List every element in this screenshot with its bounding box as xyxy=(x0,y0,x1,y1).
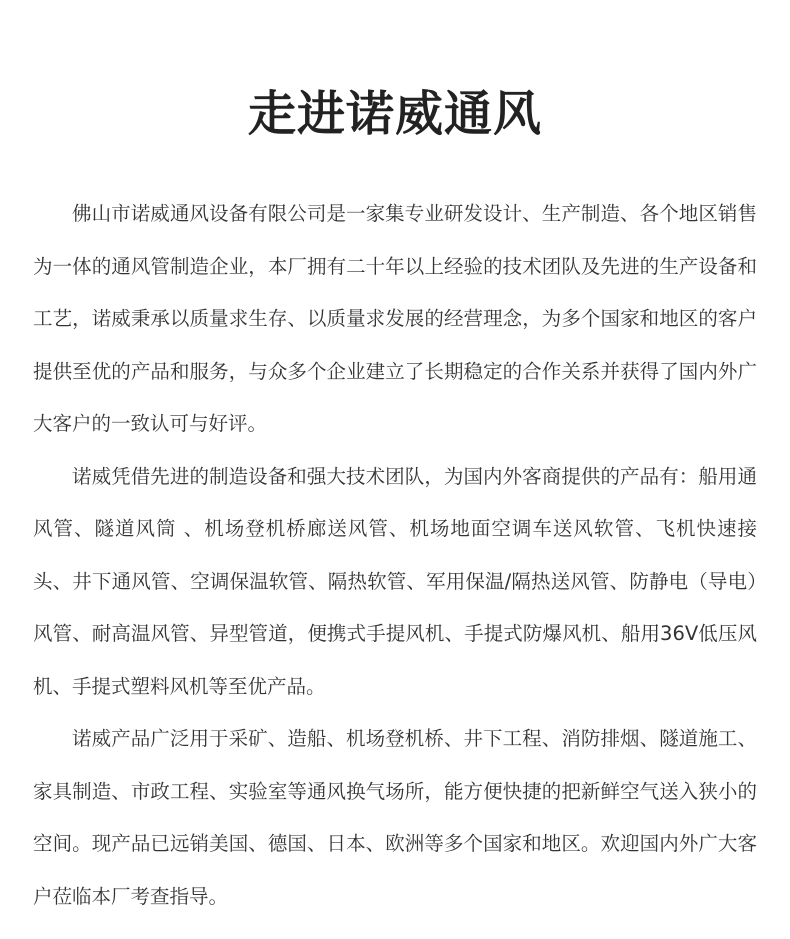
page-title: 走进诺威通风 xyxy=(247,86,542,142)
intro-content xyxy=(33,188,757,923)
intro-paragraph-company: 佛山市诺威通风设备有限公司是一家集专业研发设计、生产制造、各个地区销售为一体的通风管制造企业，本厂拥有二十年以上经验的技术团队及先进的生产设备和工艺，诺威秉承以质量求生存、以质量求发展的经营理念，为多个国家和地区的客户提供至优的产品和服务，与众多个企业建立了长期稳定的合作关系并获得了国内外广大客户的一致认可与好评。 xyxy=(33,202,757,435)
intro-paragraph-applications: 诺威产品广泛用于采矿、造船、机场登机桥、井下工程、消防排烟、隧道施工、家具制造、市政工程、实验室等通风换气场所，能方便快捷的把新鲜空气送入狭小的空间。现产品已远销美国、德国、日本、欧洲等多个国家和地区。欢迎国内外广大客户莅临本厂考查指导。 xyxy=(33,727,757,908)
intro-paragraph-products: 诺威凭借先进的制造设备和强大技术团队，为国内外客商提供的产品有：船用通风管、隧道风筒 、机场登机桥廊送风管、机场地面空调车送风软管、飞机快速接头、井下通风管、空调保温软管、隔热软管、军用保温/隔热送风管、防静电（导电）风管、耐高温风管、异型管道，便携式手提风机、手提式防爆风机、船用36V低压风机、手提式塑料风机等至优产品。 xyxy=(33,464,757,698)
